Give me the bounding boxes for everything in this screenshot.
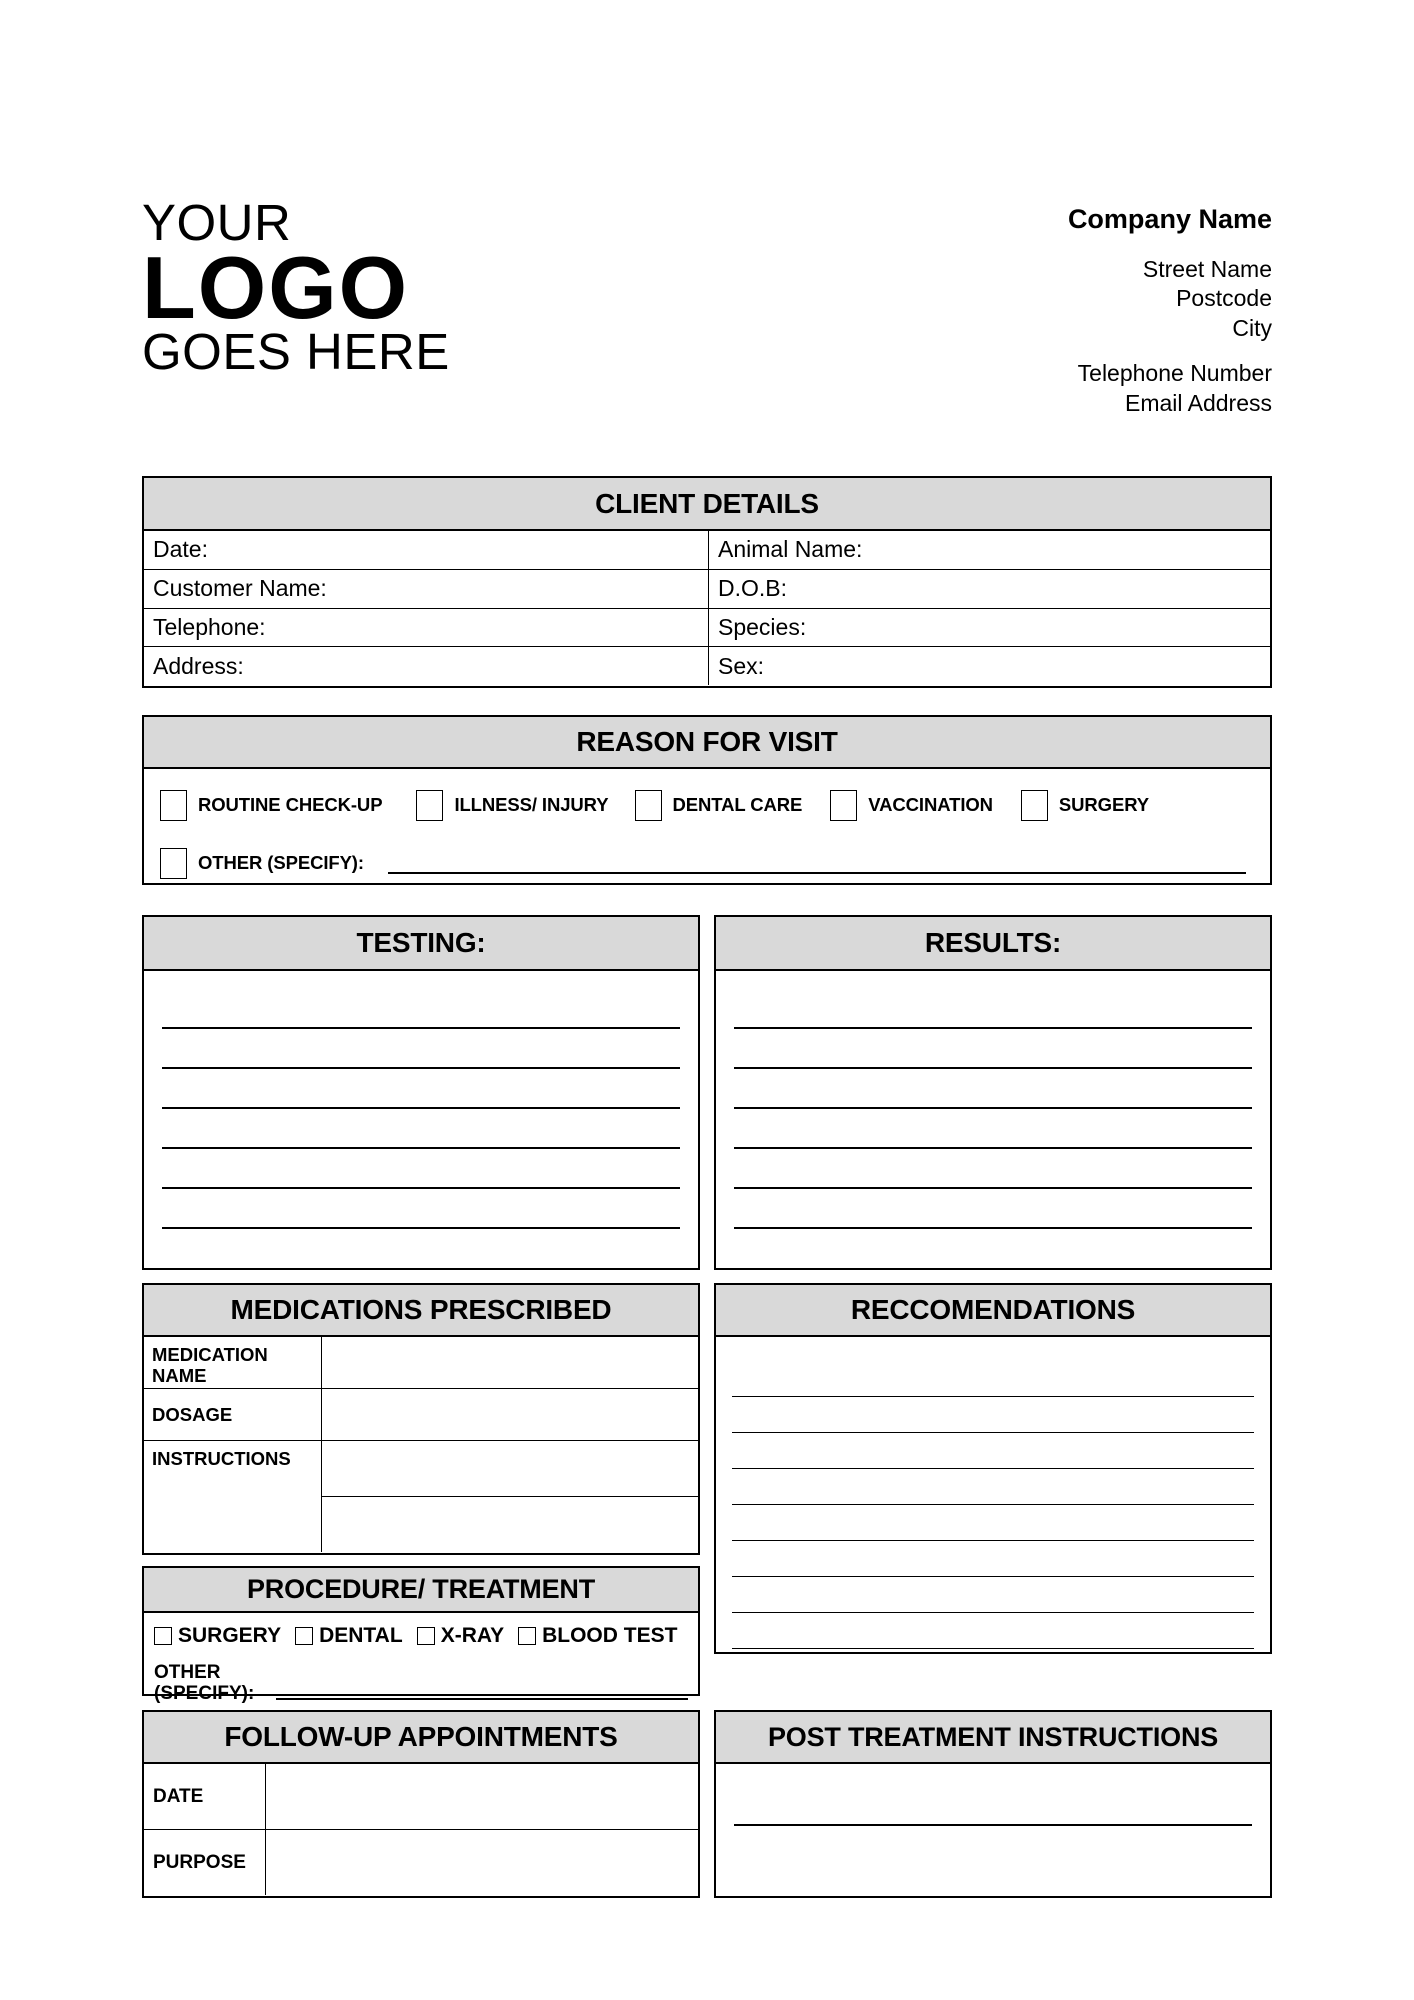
- testing-title: TESTING:: [144, 917, 698, 971]
- reason-other-row: [160, 841, 1254, 885]
- followup-purpose-input[interactable]: [266, 1830, 698, 1895]
- client-details-table: [144, 531, 1270, 685]
- checkbox-icon[interactable]: [830, 790, 857, 821]
- write-line[interactable]: [734, 1149, 1252, 1189]
- table-row: [144, 1389, 698, 1441]
- field-customer-name[interactable]: Customer Name:: [144, 570, 709, 608]
- table-row: [144, 647, 1270, 685]
- field-species[interactable]: Species:: [718, 613, 807, 640]
- post-treatment-title: POST TREATMENT INSTRUCTIONS: [716, 1712, 1270, 1764]
- checkbox-icon[interactable]: [160, 790, 187, 821]
- reason-for-visit-body: [144, 769, 1270, 885]
- procedure-body: [144, 1613, 698, 1705]
- followup-date-label: DATE: [144, 1764, 266, 1829]
- logo-line-2: LOGO: [142, 237, 410, 337]
- write-line[interactable]: [734, 1029, 1252, 1069]
- followup-appointments-section: [142, 1710, 700, 1898]
- recommendations-title: RECCOMENDATIONS: [716, 1285, 1270, 1337]
- company-street: Street Name: [1142, 256, 1272, 282]
- table-row: [144, 531, 1270, 570]
- company-city: City: [1232, 314, 1272, 341]
- write-line[interactable]: [734, 993, 1252, 1029]
- checkbox-routine-check-up[interactable]: [160, 790, 382, 821]
- write-line[interactable]: [162, 1149, 680, 1189]
- procedure-other-label-line2: (SPECIFY):: [154, 1683, 255, 1705]
- testing-section: [142, 915, 700, 1270]
- instructions-line-1[interactable]: [322, 1441, 698, 1497]
- checkbox-surgery[interactable]: [154, 1624, 281, 1648]
- client-details-section: [142, 476, 1272, 688]
- write-line[interactable]: [734, 1786, 1252, 1826]
- write-line[interactable]: [732, 1613, 1254, 1649]
- field-animal-name[interactable]: Animal Name:: [718, 536, 863, 563]
- checkbox-label: ILLNESS/ INJURY: [454, 794, 609, 815]
- write-line[interactable]: [162, 1069, 680, 1109]
- instructions-line-2[interactable]: [322, 1497, 698, 1552]
- post-treatment-instructions-section: [714, 1710, 1272, 1898]
- results-write-area: [716, 971, 1270, 1229]
- write-line[interactable]: [732, 1361, 1254, 1397]
- procedure-other-label-line1: OTHER: [154, 1662, 221, 1683]
- table-row: [144, 1441, 698, 1552]
- checkbox-vaccination[interactable]: [830, 790, 993, 821]
- followup-title: FOLLOW-UP APPOINTMENTS: [144, 1712, 698, 1764]
- checkbox-icon[interactable]: [154, 1627, 172, 1645]
- write-line[interactable]: [734, 1189, 1252, 1229]
- checkbox-label: SURGERY: [178, 1624, 282, 1647]
- checkbox-surgery[interactable]: [1021, 790, 1149, 821]
- procedure-other-input[interactable]: [276, 1680, 688, 1700]
- client-details-title: CLIENT DETAILS: [144, 478, 1270, 531]
- write-line[interactable]: [162, 1029, 680, 1069]
- procedure-checkbox-row: [154, 1621, 688, 1651]
- results-title: RESULTS:: [716, 917, 1270, 971]
- instructions-label: INSTRUCTIONS: [144, 1441, 322, 1552]
- logo-placeholder: [142, 190, 450, 381]
- field-dob[interactable]: D.O.B:: [718, 575, 788, 602]
- checkbox-label: SURGERY: [1058, 794, 1150, 815]
- checkbox-x-ray[interactable]: [417, 1624, 504, 1648]
- checkbox-label: DENTAL: [319, 1624, 403, 1647]
- write-line[interactable]: [732, 1505, 1254, 1541]
- table-row: [144, 1830, 698, 1895]
- followup-table: [144, 1764, 698, 1895]
- medication-name-input[interactable]: [322, 1337, 698, 1388]
- checkbox-illness-injury[interactable]: [416, 790, 608, 821]
- write-line[interactable]: [732, 1469, 1254, 1505]
- reason-for-visit-section: [142, 715, 1272, 885]
- field-address[interactable]: Address:: [144, 647, 709, 685]
- procedure-treatment-section: [142, 1566, 700, 1705]
- company-spacer: [1068, 343, 1272, 359]
- checkbox-label: BLOOD TEST: [542, 1624, 678, 1647]
- procedure-other-row: [154, 1662, 688, 1705]
- checkbox-icon[interactable]: [1021, 790, 1048, 821]
- write-line[interactable]: [734, 1069, 1252, 1109]
- write-line[interactable]: [732, 1397, 1254, 1433]
- recommendations-write-area: [716, 1337, 1270, 1649]
- followup-purpose-label: PURPOSE: [144, 1830, 266, 1895]
- logo-line-3: GOES HERE: [142, 323, 450, 381]
- write-line[interactable]: [162, 993, 680, 1029]
- table-row: [144, 1337, 698, 1389]
- other-specify-input[interactable]: [388, 852, 1246, 874]
- checkbox-dental[interactable]: [295, 1624, 403, 1648]
- field-telephone[interactable]: Telephone:: [144, 609, 709, 647]
- dosage-input[interactable]: [322, 1389, 698, 1440]
- medications-title: MEDICATIONS PRESCRIBED: [144, 1285, 698, 1337]
- company-name: Company Name: [1067, 204, 1272, 234]
- write-line[interactable]: [162, 1109, 680, 1149]
- medication-name-label-line2: NAME: [152, 1365, 207, 1387]
- document-header: [142, 190, 1272, 450]
- write-line[interactable]: [732, 1541, 1254, 1577]
- checkbox-label: ROUTINE CHECK-UP: [198, 794, 383, 815]
- checkbox-label: VACCINATION: [868, 794, 993, 815]
- company-info: [1068, 190, 1272, 418]
- checkbox-label: OTHER (SPECIFY):: [198, 852, 364, 873]
- instructions-input[interactable]: [322, 1441, 698, 1552]
- medications-prescribed-section: [142, 1283, 700, 1555]
- table-row: [144, 1764, 698, 1830]
- company-email: Email Address: [1124, 389, 1272, 416]
- checkbox-label: DENTAL CARE: [672, 794, 803, 815]
- testing-write-area: [144, 971, 698, 1229]
- field-date[interactable]: Date:: [144, 531, 709, 569]
- results-section: [714, 915, 1272, 1270]
- procedure-other-label: [154, 1662, 254, 1705]
- reason-for-visit-title: REASON FOR VISIT: [144, 717, 1270, 769]
- checkbox-other[interactable]: [160, 848, 364, 879]
- write-line[interactable]: [734, 1109, 1252, 1149]
- table-row: [144, 570, 1270, 609]
- company-postcode: Postcode: [1176, 285, 1272, 312]
- medication-name-label-line1: MEDICATION: [152, 1344, 268, 1365]
- company-telephone: Telephone Number: [1077, 360, 1272, 387]
- recommendations-section: [714, 1283, 1272, 1654]
- write-line[interactable]: [732, 1577, 1254, 1613]
- reason-checkbox-row: [160, 783, 1254, 827]
- write-line[interactable]: [732, 1433, 1254, 1469]
- checkbox-icon[interactable]: [417, 1627, 435, 1645]
- checkbox-icon[interactable]: [416, 790, 443, 821]
- table-row: [144, 609, 1270, 648]
- medication-name-label: [144, 1337, 322, 1388]
- post-treatment-write-area: [716, 1764, 1270, 1826]
- field-sex[interactable]: Sex:: [718, 652, 765, 679]
- checkbox-blood-test[interactable]: [518, 1624, 677, 1648]
- checkbox-icon[interactable]: [295, 1627, 313, 1645]
- checkbox-icon[interactable]: [160, 848, 187, 879]
- checkbox-icon[interactable]: [635, 790, 662, 821]
- dosage-label: DOSAGE: [144, 1389, 322, 1440]
- checkbox-icon[interactable]: [518, 1627, 536, 1645]
- followup-date-input[interactable]: [266, 1764, 698, 1829]
- logo-line-1: YOUR: [142, 194, 292, 251]
- checkbox-label: X-RAY: [440, 1624, 505, 1647]
- procedure-title: PROCEDURE/ TREATMENT: [144, 1568, 698, 1613]
- medications-table: [144, 1337, 698, 1552]
- checkbox-dental-care[interactable]: [635, 790, 803, 821]
- write-line[interactable]: [162, 1189, 680, 1229]
